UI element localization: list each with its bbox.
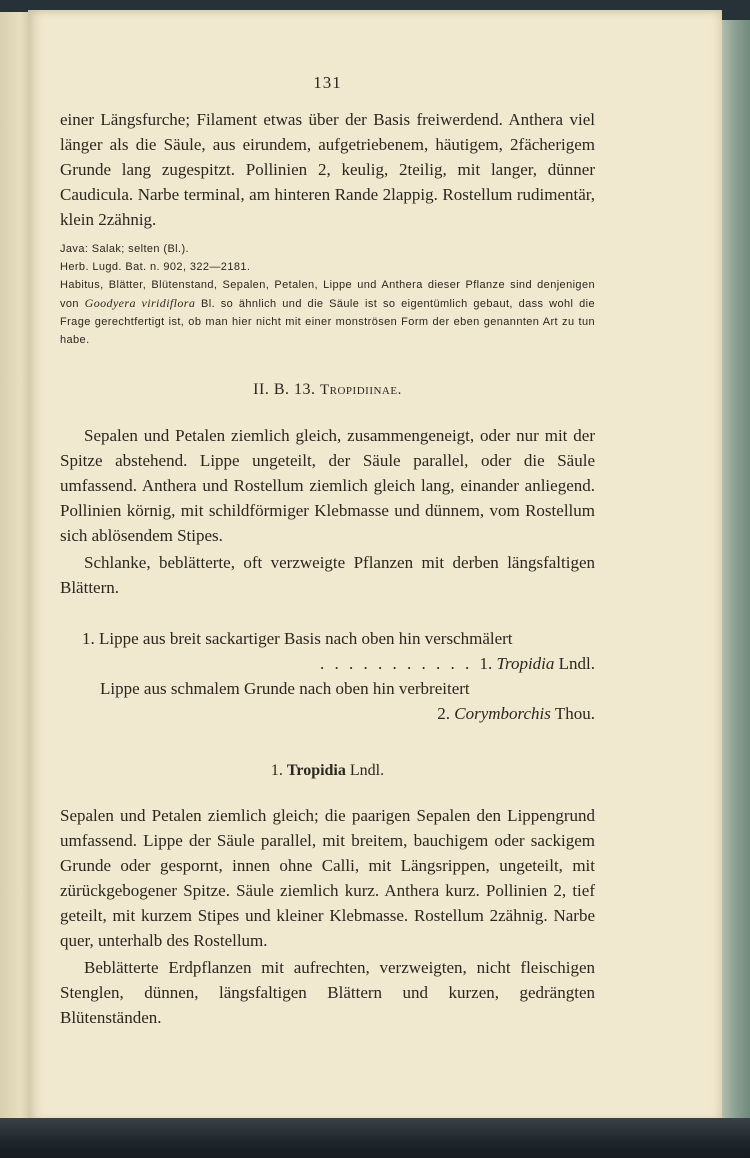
- key-lead-1-result-genus: Tropidia: [496, 654, 555, 673]
- section-heading: [60, 377, 595, 403]
- genus-heading: [60, 758, 595, 783]
- book-cover-bottom: [0, 1118, 750, 1158]
- genus-name: Tropidia: [286, 762, 346, 779]
- habitus-note-after: Bl. so ähnlich und die Säule ist so eigentümlich gebaut, dass wohl die Frage gerechtfertigt ist, ob man hier nicht mit einer monströsen Form der eben genannten Art zu tun habe.: [60, 298, 595, 346]
- intro-paragraph: einer Längsfurche; Filament etwas über der Basis freiwerdend. Anthera viel länger als die Säule, aus eirundem, aufgetriebenem, häutigem, 2fächerigem Grunde lang zugespitzt. Pollinien 2, keulig, 2teilig, mit langer, dünner Caudicula. Narbe terminal, am hinteren Rande 2lappig. Rostellum rudimentär, klein 2zähnig.: [60, 110, 595, 229]
- key-lead-2-result-num: 2.: [437, 704, 450, 723]
- genus-author: Lndl.: [349, 762, 385, 779]
- genus-habit: Beblätterte Erdpflanzen mit aufrechten, verzweigten, nicht fleischigen Stenglen, dünnen, längsfaltigen Blättern und kurzen, gedrängten Blütenständen.: [60, 958, 595, 1027]
- page-number: 131: [313, 73, 342, 92]
- section-description: Sepalen und Petalen ziemlich gleich, zusammengeneigt, oder nur mit der Spitze abstehend. Lippe ungeteilt, der Säule parallel, oder die Säule umfassend. Anthera und Rostellum ziemlich gleich lang, einander anliegend. Pollinien körnig, mit schildförmiger Klebmasse und dünnem, vom Rostellum sich ablösendem Stipes.: [60, 426, 595, 545]
- key-lead-1-result-row: [60, 651, 595, 676]
- key-lead-2-text: Lippe aus schmalem Grunde nach oben hin verbreitert: [100, 679, 470, 698]
- habitus-note-before: Habitus, Blätter, Blütenstand, Sepalen, Petalen, Lippe und Anthera dieser Pflanze sind denjenigen von: [60, 279, 595, 310]
- section-name: Tropidiinae.: [319, 382, 402, 398]
- genus-description: Sepalen und Petalen ziemlich gleich; die paarigen Sepalen den Lippengrund umfassend. Lippe der Säule parallel, mit breitem, bauchigem oder sackigem Grunde oder gespornt, innen ohne Calli, mit Längsrippen, ungeteilt, mit zürückgebogener Spitze. Säule ziemlich kurz. Anthera kurz. Pollinien 2, tief geteilt, mit kurzem Stipes und kleiner Klebmasse. Rostellum 2zähnig. Narbe quer, unterhalb des Rostellum.: [60, 806, 595, 950]
- genus-number: 1.: [270, 762, 283, 779]
- herbarium-line: Herb. Lugd. Bat. n. 902, 322—2181.: [60, 261, 251, 273]
- key-lead-1-dots: . . . . . . . . . . .: [320, 654, 473, 673]
- key-lead-1-text: 1. Lippe aus breit sackartiger Basis nach oben hin verschmälert: [82, 629, 513, 648]
- key-lead-1-result-num: 1.: [479, 654, 493, 673]
- habitus-note: [60, 276, 595, 349]
- distribution-line: Java: Salak; selten (Bl.).: [60, 243, 190, 255]
- key-lead-2: [60, 676, 595, 701]
- book-cover-right: [720, 20, 750, 1128]
- key-lead-1-result-author: Lndl.: [558, 654, 595, 673]
- section-habit: Schlanke, beblätterte, oft verzweigte Pflanzen mit derben längsfaltigen Blättern.: [60, 553, 595, 597]
- key-lead-2-result: [60, 701, 595, 726]
- specimen-notes: [60, 240, 595, 349]
- key-lead-1-result: [479, 651, 595, 676]
- page-content: [60, 70, 595, 1030]
- section-number: II. B. 13.: [253, 381, 316, 398]
- key-lead-2-result-genus: Corymborchis: [454, 704, 551, 723]
- habitus-note-species: Goodyera viridiflora: [84, 296, 196, 310]
- key-lead-2-result-author: Thou.: [554, 704, 595, 723]
- genus-key: [60, 626, 595, 726]
- key-lead-1: [60, 626, 595, 651]
